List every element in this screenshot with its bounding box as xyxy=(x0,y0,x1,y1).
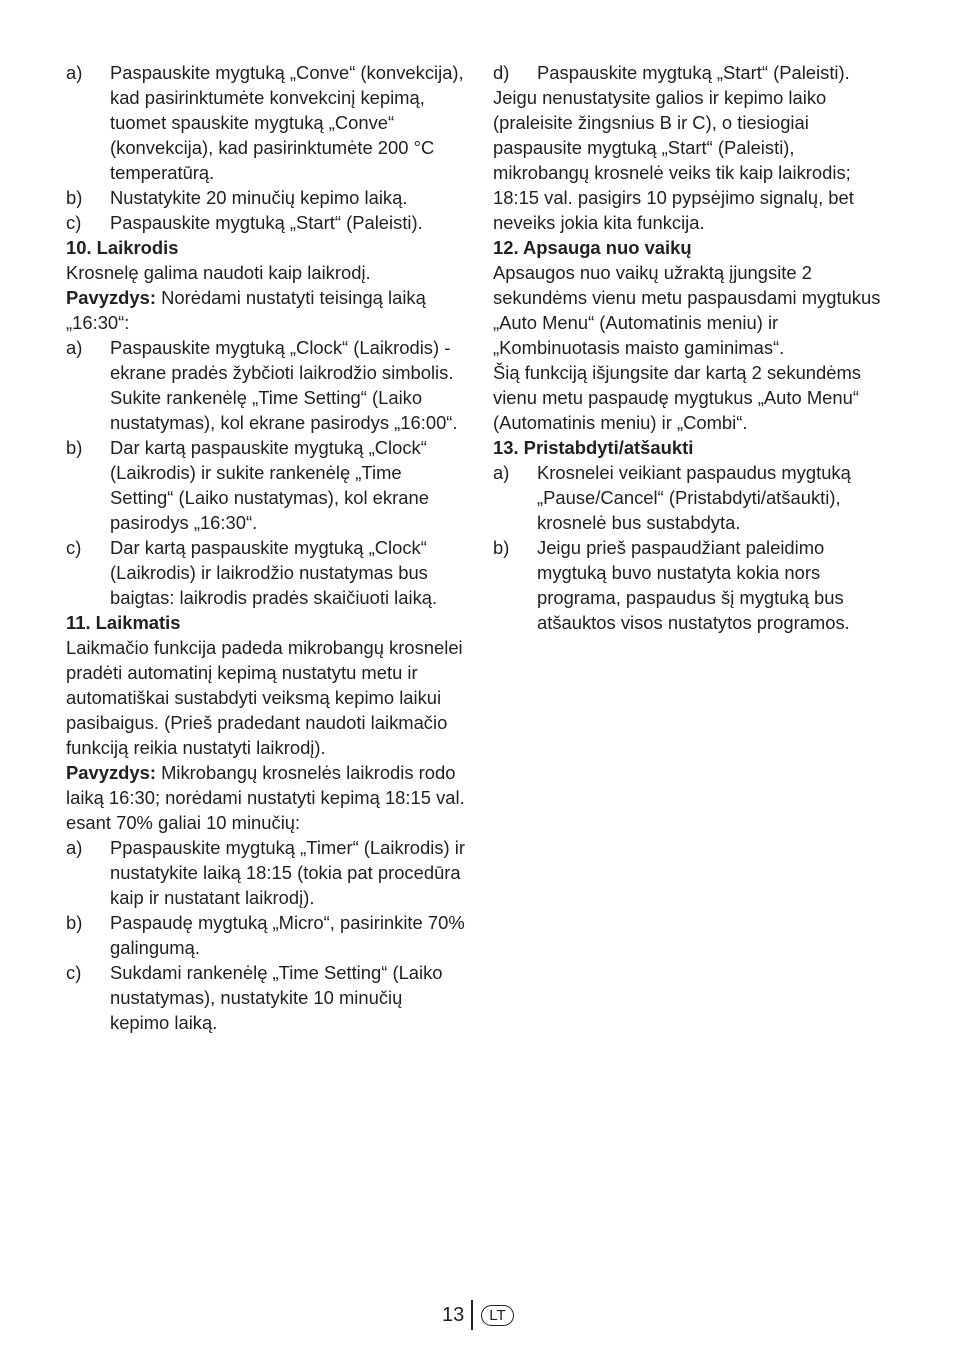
child-lock-disable-text: Šią funkciją išjungsite dar kartą 2 sekundėms vienu metu paspaudę mygtukus „Auto Menu“ (Automatinis meniu) ir „Combi“. xyxy=(493,362,862,433)
child-lock-enable-text: Apsaugos nuo vaikų užraktą įjungsite 2 sekundėms vienu metu paspausdami mygtukus „Auto Menu“ (Automatinis meniu) ir „Kombinuotasis maisto gaminimas“. xyxy=(493,262,881,358)
section-heading-timer: 11. Laikmatis xyxy=(66,612,181,633)
list-text: Ppaspauskite mygtuką „Timer“ (Laikrodis) ir nustatykite laiką 18:15 (tokia pat procedūra kaip ir nustatant laikrodį). xyxy=(110,837,465,908)
list-item xyxy=(66,185,466,210)
list-text: Paspaudę mygtuką „Micro“, pasirinkite 70% galingumą. xyxy=(110,912,465,958)
list-marker: c) xyxy=(66,212,82,233)
list-marker: b) xyxy=(66,912,83,933)
footer-divider xyxy=(471,1300,473,1330)
section-intro: Krosnelę galima naudoti kaip laikrodį. xyxy=(66,262,371,283)
example-text: Mikrobangų krosnelės laikrodis rodo laiką 16:30; norėdami nustatyti kepimą 18:15 val. esant 70% galiai 10 minučių: xyxy=(66,762,465,833)
list-item xyxy=(66,535,466,610)
list-marker: a) xyxy=(493,462,510,483)
example-paragraph xyxy=(66,285,466,335)
page-footer xyxy=(442,1300,514,1330)
list-item xyxy=(493,60,893,85)
list-item xyxy=(66,960,466,1035)
list-marker: d) xyxy=(493,62,510,83)
section-intro: Laikmačio funkcija padeda mikrobangų krosnelei pradėti automatinį kepimą nustatytu metu ir automatiškai sustabdyti veiksmą kepimo laikui pasibaigus. (Prieš pradedant naudoti laikmačio funkciją reikia nustatyti laikrodį). xyxy=(66,637,463,758)
example-text: Norėdami nustatyti teisingą laiką „16:30“: xyxy=(66,287,426,333)
section-heading-clock: 10. Laikrodis xyxy=(66,237,179,258)
list-text: Paspauskite mygtuką „Start“ (Paleisti). xyxy=(537,62,850,83)
list-item xyxy=(493,535,893,635)
list-text: Sukdami rankenėlę „Time Setting“ (Laiko nustatymas), nustatykite 10 minučių kepimo laiką. xyxy=(110,962,443,1033)
right-column xyxy=(493,60,893,635)
list-item xyxy=(66,435,466,535)
example-paragraph xyxy=(66,760,466,835)
list-item xyxy=(493,460,893,535)
list-item xyxy=(66,835,466,910)
list-text: Paspauskite mygtuką „Start“ (Paleisti). xyxy=(110,212,423,233)
list-marker: b) xyxy=(66,437,83,458)
list-text: Nustatykite 20 minučių kepimo laiką. xyxy=(110,187,408,208)
page-number: 13 xyxy=(442,1304,465,1326)
list-text: Paspauskite mygtuką „Conve“ (konvekcija), kad pasirinktumėte konvekcinį kepimą, tuomet spauskite mygtuką „Conve“ (konvekcija), kad pasirinktumėte 200 °C temperatūrą. xyxy=(110,62,464,183)
list-marker: b) xyxy=(493,537,510,558)
list-item xyxy=(66,335,466,435)
language-badge: LT xyxy=(481,1305,513,1326)
note-paragraph: Jeigu nenustatysite galios ir kepimo laiko (praleisite žingsnius B ir C), o tiesiogiai paspausite mygtuką „Start“ (Paleisti), mikrobangų krosnelė veiks tik kaip laikrodis; 18:15 val. pasigirs 10 pypsėjimo signalų, bet neveiks jokia kita funkcija. xyxy=(493,87,854,233)
left-column xyxy=(66,60,466,1035)
list-marker: a) xyxy=(66,837,83,858)
list-text: Krosnelei veikiant paspaudus mygtuką „Pause/Cancel“ (Pristabdyti/atšaukti), krosnelė bus sustabdyta. xyxy=(537,462,851,533)
list-text: Paspauskite mygtuką „Clock“ (Laikrodis) - ekrane pradės žybčioti laikrodžio simbolis. Sukite rankenėlę „Time Setting“ (Laiko nustatymas), kol ekrane pasirodys „16:00“. xyxy=(110,337,458,433)
example-label: Pavyzdys: xyxy=(66,287,156,308)
list-marker: a) xyxy=(66,62,83,83)
list-text: Dar kartą paspauskite mygtuką „Clock“ (Laikrodis) ir sukite rankenėlę „Time Setting“ (Laiko nustatymas), kol ekrane pasirodys „16:30“. xyxy=(110,437,429,533)
list-item xyxy=(66,910,466,960)
section-heading-child-lock: 12. Apsauga nuo vaikų xyxy=(493,237,692,258)
example-label: Pavyzdys: xyxy=(66,762,156,783)
section-heading-pause-cancel: 13. Pristabdyti/atšaukti xyxy=(493,437,694,458)
list-marker: a) xyxy=(66,337,83,358)
list-marker: b) xyxy=(66,187,83,208)
list-marker: c) xyxy=(66,537,82,558)
list-item xyxy=(66,210,466,235)
list-item xyxy=(66,60,466,185)
list-text: Jeigu prieš paspaudžiant paleidimo mygtuką buvo nustatyta kokia nors programa, paspaudus šį mygtuką bus atšauktos visos nustatytos programos. xyxy=(537,537,850,633)
list-marker: c) xyxy=(66,962,82,983)
list-text: Dar kartą paspauskite mygtuką „Clock“ (Laikrodis) ir laikrodžio nustatymas bus baigtas: laikrodis pradės skaičiuoti laiką. xyxy=(110,537,438,608)
